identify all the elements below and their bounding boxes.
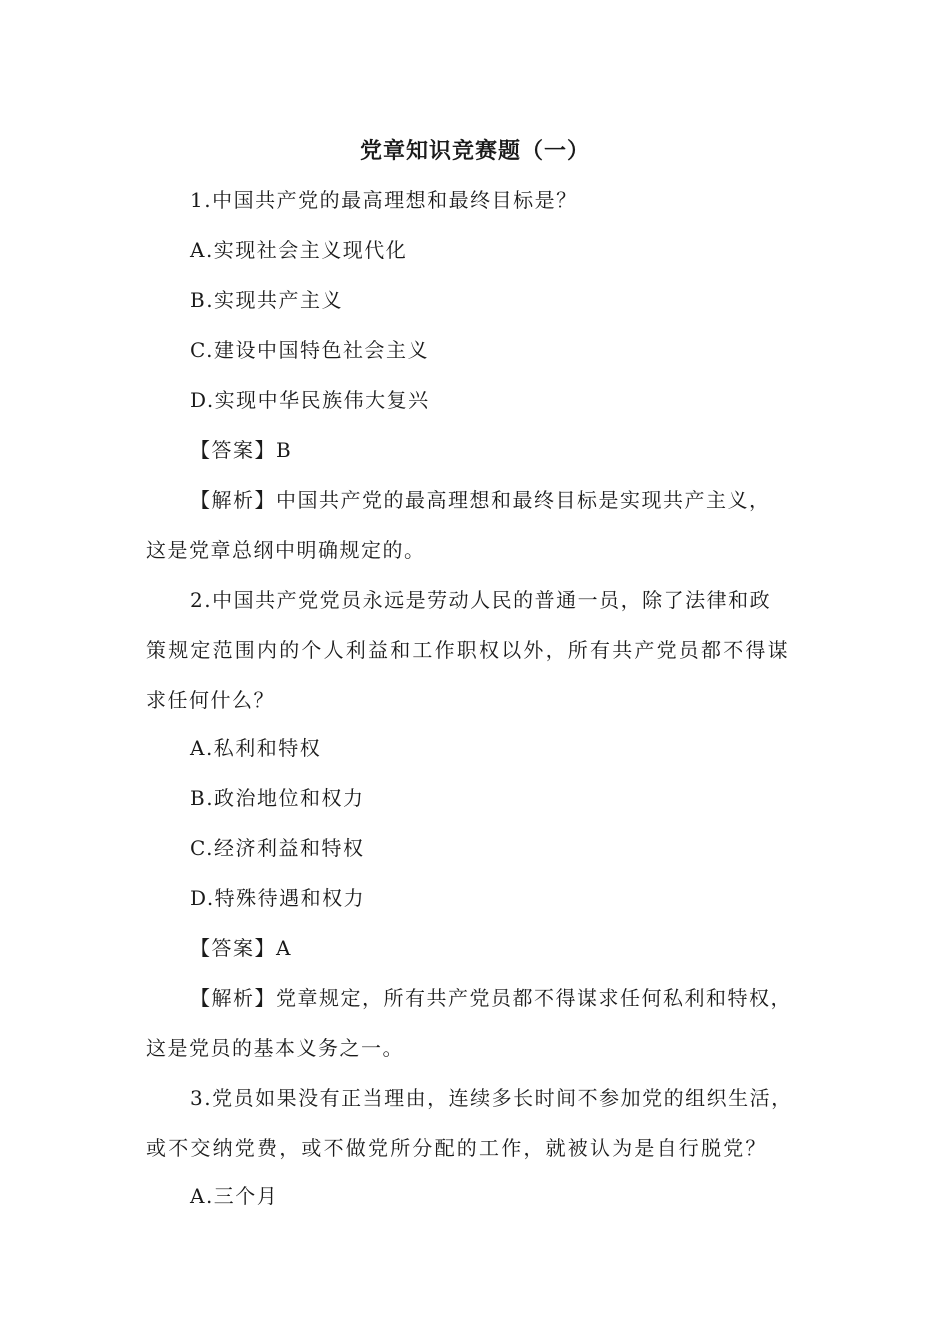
question-1: 1.中国共产党的最高理想和最终目标是？ xyxy=(190,188,578,212)
q1-analysis-line-1: 【解析】中国共产党的最高理想和最终目标是实现共产主义， xyxy=(190,488,771,512)
q1-option-c: C.建设中国特色社会主义 xyxy=(190,338,429,362)
question-3-line-1: 3.党员如果没有正当理由，连续多长时间不参加党的组织生活， xyxy=(190,1086,793,1110)
q1-answer: 【答案】B xyxy=(190,438,293,462)
question-2-line-2: 策规定范围内的个人利益和工作职权以外，所有共产党员都不得谋 xyxy=(146,638,790,662)
q2-option-c: C.经济利益和特权 xyxy=(190,836,365,860)
q2-option-a: A.私利和特权 xyxy=(190,736,322,760)
q2-option-d: D.特殊待遇和权力 xyxy=(190,886,366,910)
document-title: 党章知识竞赛题（一） xyxy=(359,138,590,164)
q1-option-b: B.实现共产主义 xyxy=(190,288,344,312)
q1-analysis-line-2: 这是党章总纲中明确规定的。 xyxy=(146,538,426,562)
q2-analysis-line-1: 【解析】党章规定，所有共产党员都不得谋求任何私利和特权， xyxy=(190,986,792,1010)
q2-option-b: B.政治地位和权力 xyxy=(190,786,365,810)
q1-option-a: A.实现社会主义现代化 xyxy=(190,238,408,262)
q1-option-d: D.实现中华民族伟大复兴 xyxy=(190,388,430,412)
question-2-line-3: 求任何什么？ xyxy=(146,688,275,712)
question-2-line-1: 2.中国共产党党员永远是劳动人民的普通一员，除了法律和政 xyxy=(190,588,772,612)
q3-option-a: A.三个月 xyxy=(190,1184,279,1208)
q2-answer: 【答案】A xyxy=(190,936,292,960)
q2-analysis-line-2: 这是党员的基本义务之一。 xyxy=(146,1036,404,1060)
question-3-line-2: 或不交纳党费，或不做党所分配的工作，就被认为是自行脱党？ xyxy=(146,1136,768,1160)
